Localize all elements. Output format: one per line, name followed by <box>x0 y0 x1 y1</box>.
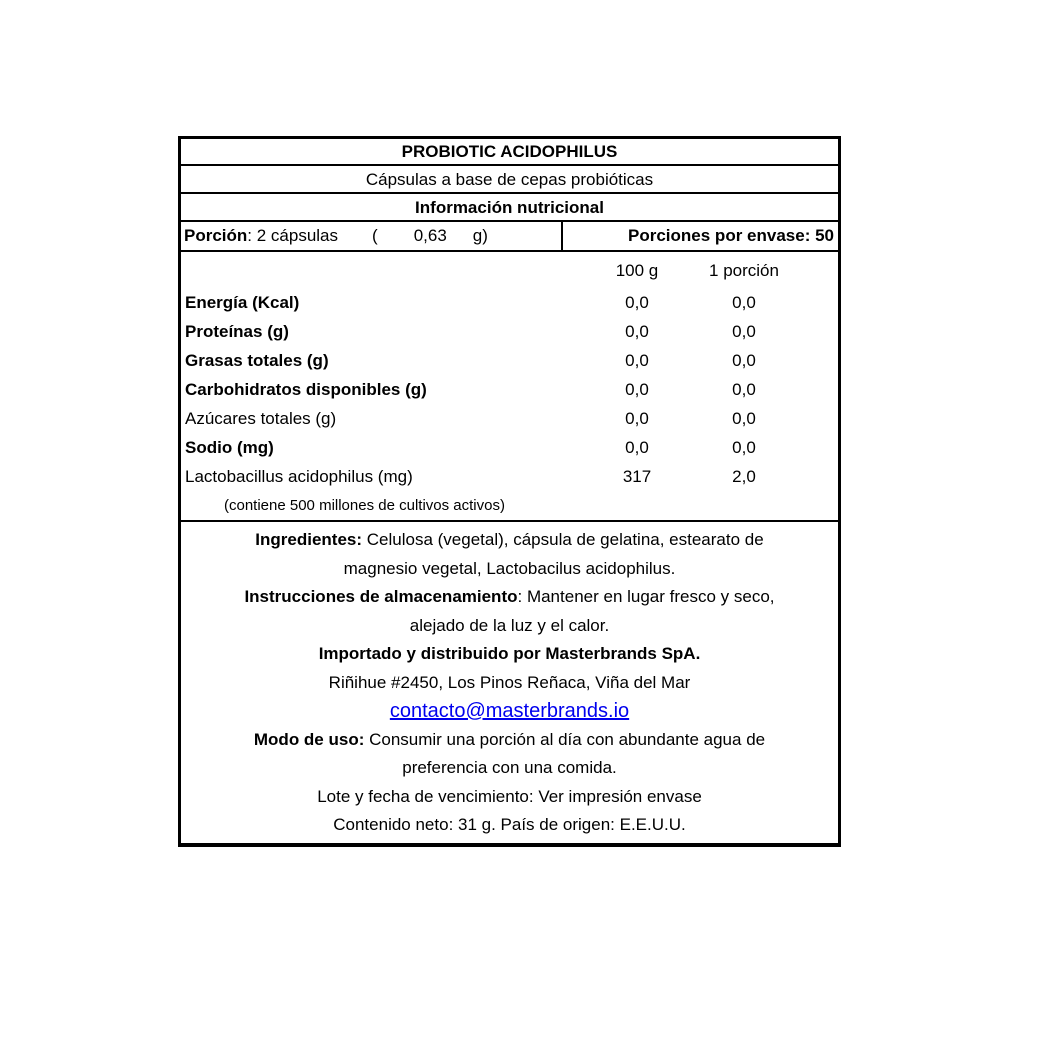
value-per-serving: 2,0 <box>732 467 756 486</box>
footer-line <box>181 583 838 612</box>
section-header: Información nutricional <box>181 194 838 222</box>
footer-line <box>181 726 838 755</box>
nutrient-row <box>181 462 838 491</box>
footer-line-bold-part: Instrucciones de almacenamiento <box>244 587 518 606</box>
serving-grams: 0,63 <box>413 226 447 245</box>
footer-text-block <box>181 522 838 840</box>
footer-line-bold-part: Modo de uso: <box>253 729 365 749</box>
footer-line-text: Riñihue #2450, Los Pinos Reñaca, Viña del Mar <box>328 672 691 692</box>
contact-email-link[interactable]: contacto@masterbrands.io <box>389 700 630 722</box>
nutrient-name: Azúcares totales (g) <box>185 409 337 428</box>
value-per-serving: 0,0 <box>732 380 756 399</box>
value-per-100g: 0,0 <box>625 438 649 457</box>
footer-line <box>181 754 838 783</box>
footer-line-bold-part: Importado y distribuido por Masterbrands SpA. <box>318 644 701 663</box>
footer-line <box>181 612 838 641</box>
nutrient-row <box>181 346 838 375</box>
serving-size <box>181 222 563 250</box>
serving-size-label: Porción <box>184 226 248 245</box>
nutrient-row <box>181 317 838 346</box>
nutrient-name: Carbohidratos disponibles (g) <box>185 380 427 399</box>
product-subtitle: Cápsulas a base de cepas probióticas <box>181 166 838 194</box>
nutrient-row <box>181 404 838 433</box>
footer-line-text: magnesio vegetal, Lactobacilus acidophilus. <box>343 558 676 578</box>
nutrient-name: Lactobacillus acidophilus (mg) <box>185 467 413 486</box>
contact-email-line <box>181 697 838 726</box>
column-header-1porcion: 1 porción <box>709 261 779 280</box>
servings-per-container: Porciones por envase: 50 <box>628 226 834 245</box>
value-per-100g: 0,0 <box>625 293 649 312</box>
product-title: PROBIOTIC ACIDOPHILUS <box>181 139 838 166</box>
nutrient-name: Sodio (mg) <box>185 438 274 457</box>
nutrient-row <box>181 375 838 404</box>
nutrient-note: (contiene 500 millones de cultivos activos) <box>224 497 505 514</box>
nutrient-row <box>181 288 838 317</box>
footer-line-text: alejado de la luz y el calor. <box>409 615 610 635</box>
serving-size-value: : 2 cápsulas <box>247 226 339 245</box>
nutrition-label <box>178 136 841 847</box>
footer-line-text: Lote y fecha de vencimiento: Ver impresión envase <box>317 786 702 806</box>
footer-line <box>181 811 838 840</box>
footer-line-text: preferencia con una comida. <box>402 758 617 777</box>
value-per-serving: 0,0 <box>732 409 756 428</box>
value-per-100g: 0,0 <box>625 322 649 341</box>
value-per-100g: 0,0 <box>625 380 649 399</box>
footer-line-text: Celulosa (vegetal), cápsula de gelatina, estearato de <box>362 530 764 549</box>
value-per-100g: 0,0 <box>625 409 649 428</box>
nutrient-name: Energía (Kcal) <box>185 293 300 312</box>
footer-line <box>181 526 838 555</box>
serving-unit: g) <box>472 226 488 245</box>
footer-line <box>181 555 838 584</box>
serving-paren-open: ( <box>372 226 378 245</box>
footer-line <box>181 640 838 669</box>
footer-line-bold-part: Ingredientes: <box>255 530 363 549</box>
value-per-100g: 317 <box>622 467 652 486</box>
nutrient-name: Proteínas (g) <box>185 322 289 341</box>
footer-line <box>181 783 838 812</box>
footer-line-text: : Mantener en lugar fresco y seco, <box>517 587 775 606</box>
value-per-serving: 0,0 <box>732 293 756 312</box>
nutrient-name: Grasas totales (g) <box>185 351 329 370</box>
footer-line-text: Consumir una porción al día con abundante agua de <box>364 729 766 749</box>
value-per-serving: 0,0 <box>732 322 756 341</box>
nutrient-column-headers <box>181 256 838 288</box>
footer-line <box>181 669 838 698</box>
column-header-100g: 100 g <box>615 261 659 280</box>
value-per-100g: 0,0 <box>625 351 649 370</box>
serving-row <box>181 222 838 252</box>
value-per-serving: 0,0 <box>732 351 756 370</box>
nutrient-table <box>181 252 838 522</box>
value-per-serving: 0,0 <box>732 438 756 457</box>
footer-line-text: Contenido neto: 31 g. País de origen: E.E.U.U. <box>333 815 686 834</box>
nutrient-row <box>181 433 838 462</box>
